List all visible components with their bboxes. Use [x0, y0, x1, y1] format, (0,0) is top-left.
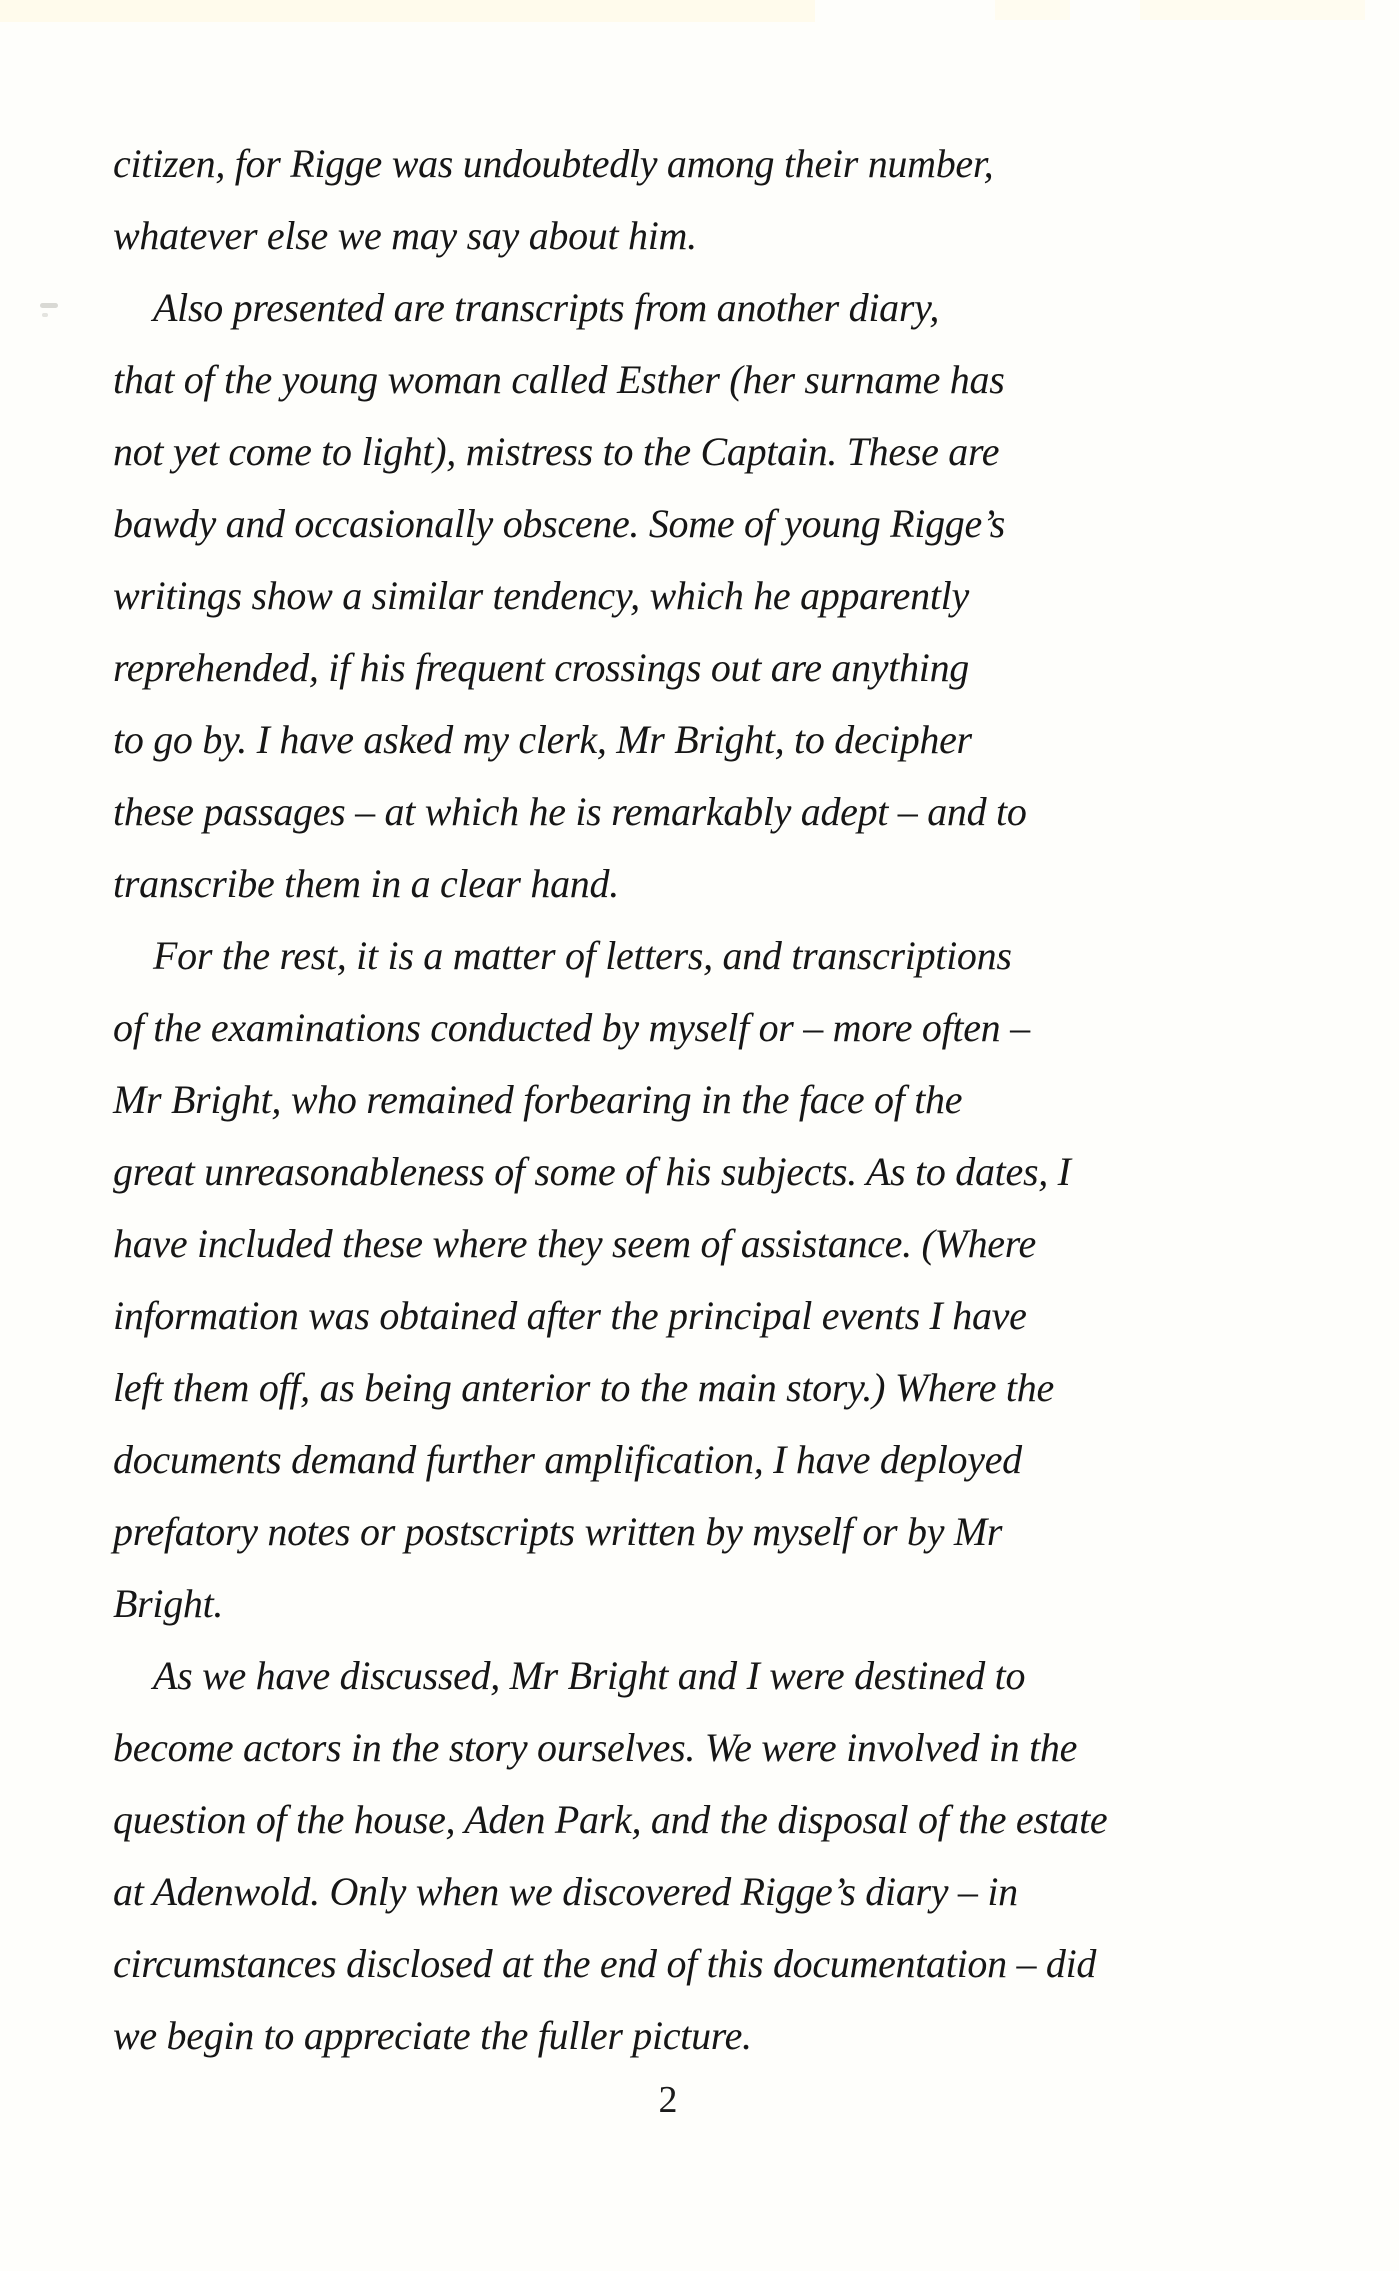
text-line: prefatory notes or postscripts written by myself or by Mr	[113, 1509, 1003, 1554]
text-line: For the rest, it is a matter of letters, and transcriptions	[153, 933, 1012, 978]
text-line: to go by. I have asked my clerk, Mr Bright, to decipher	[113, 717, 972, 762]
page-number: 2	[658, 2079, 678, 2121]
text-line: Mr Bright, who remained forbearing in the face of the	[113, 1077, 963, 1122]
scan-edge-strip	[995, 0, 1070, 20]
text-line: we begin to appreciate the fuller picture.	[113, 2013, 752, 2058]
text-line: Bright.	[113, 1581, 224, 1626]
scan-edge-strip	[0, 0, 815, 22]
text-line: not yet come to light), mistress to the Captain. These are	[113, 429, 1000, 474]
text-line: information was obtained after the principal events I have	[113, 1293, 1027, 1338]
text-line: become actors in the story ourselves. We were involved in the	[113, 1725, 1078, 1770]
text-line: have included these where they seem of assistance. (Where	[113, 1221, 1036, 1266]
text-line: these passages – at which he is remarkably adept – and to	[113, 789, 1027, 834]
scan-artifact	[40, 303, 58, 308]
text-line: transcribe them in a clear hand.	[113, 861, 619, 906]
text-line: documents demand further amplification, I have deployed	[113, 1437, 1022, 1482]
text-line: Also presented are transcripts from another diary,	[153, 285, 940, 330]
text-line: that of the young woman called Esther (her surname has	[113, 357, 1005, 402]
text-line: As we have discussed, Mr Bright and I were destined to	[153, 1653, 1026, 1698]
text-line: question of the house, Aden Park, and the disposal of the estate	[113, 1797, 1108, 1842]
text-line: reprehended, if his frequent crossings out are anything	[113, 645, 969, 690]
text-line: bawdy and occasionally obscene. Some of young Rigge’s	[113, 501, 1006, 546]
book-page-text	[113, 128, 1293, 2072]
scan-edge-strip	[1140, 0, 1365, 20]
text-line: great unreasonableness of some of his subjects. As to dates, I	[113, 1149, 1071, 1194]
scan-artifact	[42, 313, 48, 317]
text-line: at Adenwold. Only when we discovered Rigge’s diary – in	[113, 1869, 1018, 1914]
text-line: left them off, as being anterior to the main story.) Where the	[113, 1365, 1054, 1410]
text-line: circumstances disclosed at the end of this documentation – did	[113, 1941, 1097, 1986]
text-line: citizen, for Rigge was undoubtedly among their number,	[113, 141, 994, 186]
text-line: whatever else we may say about him.	[113, 213, 697, 258]
text-line: writings show a similar tendency, which he apparently	[113, 573, 969, 618]
text-line: of the examinations conducted by myself or – more often –	[113, 1005, 1030, 1050]
